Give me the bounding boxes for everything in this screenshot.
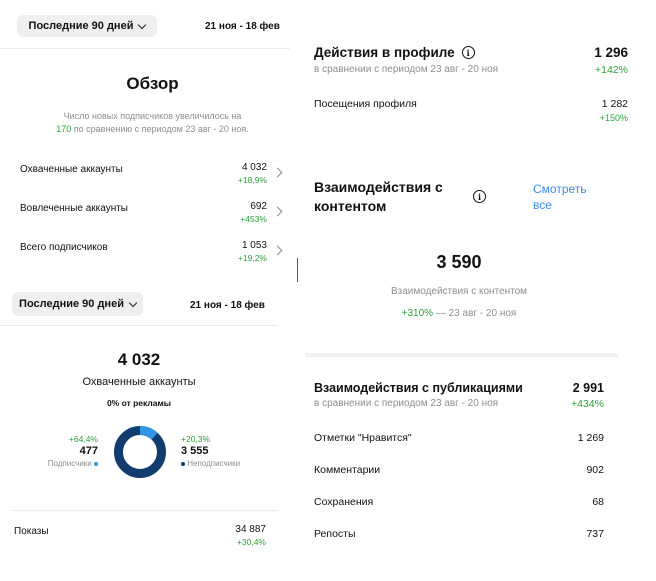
content-label: Взаимодействия с контентом [390, 286, 528, 297]
summary-line-1: Число новых подписчиков увеличилось на [63, 111, 242, 121]
row-label: Посещения профиля [314, 98, 417, 110]
divider [0, 325, 278, 326]
row-value: 1 053 [241, 240, 267, 251]
row-delta: +19,2% [237, 253, 267, 263]
content-delta-line [305, 308, 613, 319]
row-label: Репосты [314, 528, 356, 540]
row-label: Охваченные аккаунты [20, 164, 123, 175]
content-value: 3 590 [436, 252, 482, 272]
chevron-right-icon [273, 168, 283, 178]
date-range: 21 ноя - 18 фев [205, 21, 280, 32]
reach-panel [0, 288, 290, 581]
non-followers-arc [119, 431, 162, 474]
row-label: Вовлеченные аккаунты [20, 203, 128, 214]
content-title [314, 178, 443, 216]
followers-legend [30, 459, 98, 468]
see-all-line-2: все [533, 198, 552, 212]
content-delta: +310% [401, 308, 434, 319]
followers-stat [30, 434, 98, 468]
row-delta: +150% [599, 113, 628, 123]
profile-activity-subtitle: в сравнении с периодом 23 авг - 20 ноя [314, 64, 499, 75]
summary-number: 170 [56, 124, 72, 134]
followers-value: 477 [79, 445, 98, 457]
summary-line-2: по сравнению с периодом 23 авг - 20 ноя. [73, 124, 249, 134]
ads-note: 0% от рекламы [106, 398, 172, 408]
posts-value: 2 991 [572, 381, 604, 395]
period-label: Последние 90 дней [19, 298, 124, 310]
row-reached-accounts[interactable] [20, 162, 285, 190]
profile-activity-title-text: Действия в профиле [314, 45, 455, 60]
reach-value: 4 032 [117, 350, 161, 369]
page-title: Обзор [126, 74, 179, 93]
content-interactions-panel [305, 170, 656, 350]
row-total-followers[interactable] [20, 240, 285, 268]
reach-donut-chart [113, 425, 167, 479]
row-label: Показы [14, 526, 49, 537]
see-all-line-1: Смотреть [533, 182, 587, 196]
row-value: 1 282 [601, 98, 628, 110]
row-value: 902 [586, 464, 604, 476]
profile-activity-delta: +142% [595, 64, 628, 76]
info-icon[interactable]: i [462, 46, 475, 59]
post-interactions-panel [305, 370, 656, 581]
overview-panel [0, 0, 290, 268]
section-divider [305, 353, 618, 357]
period-dropdown[interactable] [12, 292, 143, 316]
period-label: Последние 90 дней [28, 20, 134, 32]
period-dropdown[interactable] [17, 15, 157, 37]
row-value: 737 [586, 528, 604, 540]
row-delta: +18,9% [237, 175, 267, 185]
date-range: 21 ноя - 18 фев [190, 300, 265, 311]
row-engaged-accounts[interactable] [20, 201, 285, 229]
chevron-down-icon [138, 20, 146, 28]
followers-dot [94, 462, 98, 466]
posts-subtitle: в сравнении с периодом 23 авг - 20 ноя [314, 398, 499, 409]
posts-title: Взаимодействия с публикациями [314, 381, 523, 395]
non-followers-legend [181, 459, 261, 468]
row-label: Сохранения [314, 496, 374, 508]
non-followers-delta: +20,3% [181, 434, 211, 444]
row-delta: +453% [240, 214, 267, 224]
row-value: 4 032 [241, 162, 267, 173]
non-followers-value: 3 555 [181, 445, 209, 457]
summary-text [0, 110, 305, 136]
row-value: 34 887 [235, 524, 266, 535]
profile-activity-value: 1 296 [594, 45, 628, 60]
see-all-link[interactable] [533, 181, 587, 213]
row-profile-visits[interactable] [314, 98, 628, 126]
row-label: Отметки "Нравится" [314, 432, 412, 444]
posts-delta: +434% [571, 398, 604, 410]
row-delta: +30,4% [236, 537, 266, 547]
non-followers-stat [181, 434, 261, 468]
divider [0, 48, 290, 49]
row-value: 692 [250, 201, 267, 212]
row-label: Комментарии [314, 464, 381, 476]
chevron-down-icon [129, 298, 137, 306]
row-value: 1 269 [577, 432, 604, 444]
row-value: 68 [592, 496, 604, 508]
row-impressions[interactable] [14, 524, 266, 550]
content-compare: — 23 авг - 20 ноя [435, 308, 517, 319]
divider [12, 510, 278, 511]
text-cursor [297, 258, 298, 282]
info-icon[interactable]: i [473, 190, 486, 203]
content-title-line-2: контентом [314, 198, 387, 214]
followers-label: Подписчики [47, 459, 92, 468]
content-title-line-1: Взаимодействия с [314, 179, 443, 195]
chevron-right-icon [273, 207, 283, 217]
reach-label: Охваченные аккаунты [82, 376, 196, 388]
profile-activity-title [314, 45, 475, 60]
row-label: Всего подписчиков [20, 242, 108, 253]
chevron-right-icon [273, 246, 283, 256]
non-followers-label: Неподписчики [187, 459, 241, 468]
non-followers-dot [181, 462, 185, 466]
followers-delta: +64,4% [68, 434, 98, 444]
profile-activity-panel [305, 0, 656, 140]
